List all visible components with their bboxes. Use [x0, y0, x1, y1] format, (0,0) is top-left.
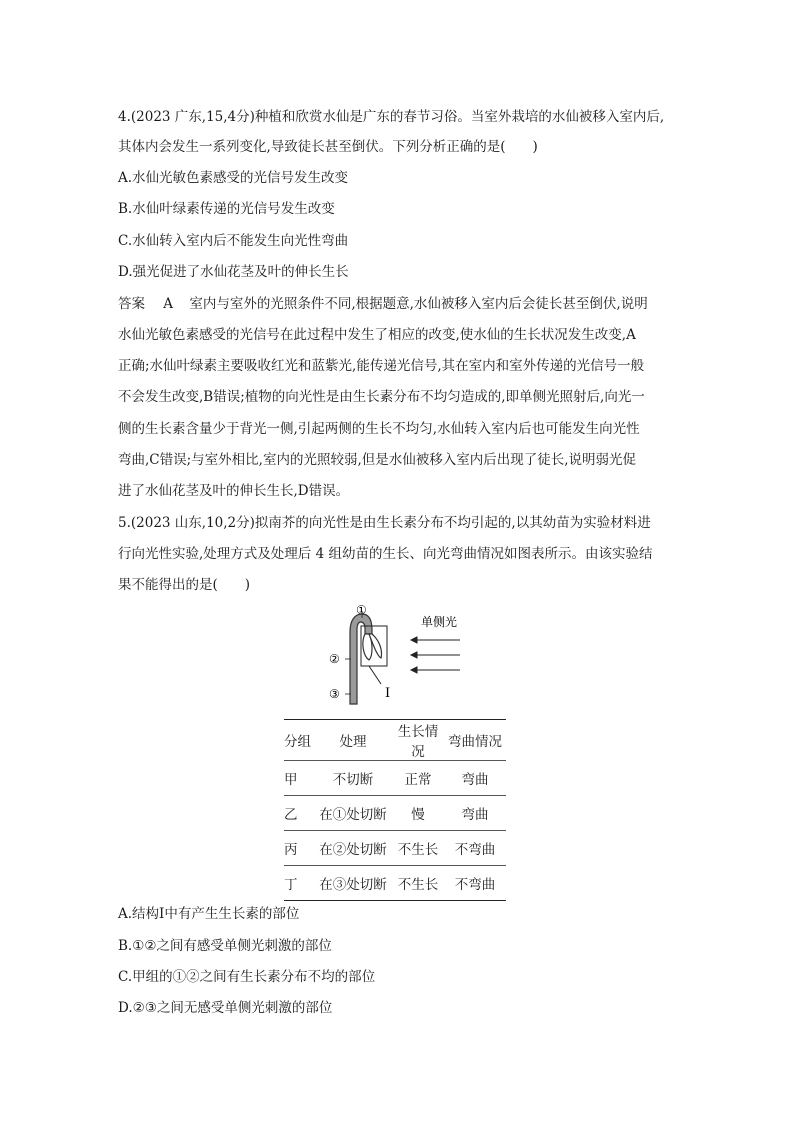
table-cell: 丙 [284, 831, 314, 866]
q4-stem-line: 4.(2023 广东,15,4分)种植和欣赏水仙是广东的春节习俗。当室外栽培的水仙被移入室内后, [118, 109, 665, 125]
answer-label: 答案 [118, 296, 145, 312]
q4-option-d: D.强光促进了水仙花茎及叶的伸长生长 [118, 264, 349, 280]
explanation-line: 进了水仙花茎及叶的伸长生长,D错误。 [118, 483, 350, 499]
table-cell: 不生长 [392, 866, 444, 901]
table-header: 处理 [314, 720, 392, 761]
table-row [284, 796, 506, 831]
q5-option-b: B.①②之间有感受单侧光刺激的部位 [118, 938, 332, 954]
explanation-line: 侧的生长素含量少于背光一侧,引起两侧的生长不均匀,水仙转入室内后也可能发生向光性 [118, 421, 640, 437]
results-table [284, 719, 506, 901]
table-cell: 不切断 [314, 761, 392, 796]
table-cell: 弯曲 [444, 761, 506, 796]
table-cell: 在①处切断 [314, 796, 392, 831]
explanation-line: 弯曲,C错误;与室外相比,室内的光照较弱,但是水仙被移入室内后出现了徒长,说明弱光促 [118, 452, 637, 468]
q4-option-b: B.水仙叶绿素传递的光信号发生改变 [118, 201, 335, 217]
table-cell: 在②处切断 [314, 831, 392, 866]
q5-stem-line: 5.(2023 山东,10,2分)拟南芥的向光性是由生长素分布不均引起的,以其幼苗为实验材料进 [118, 515, 651, 531]
table-cell: 丁 [284, 866, 314, 901]
q4-stem-line: 其体内会发生一系列变化,导致徒长甚至倒伏。下列分析正确的是( ) [118, 139, 538, 155]
q5-option-d: D.②③之间无感受单侧光刺激的部位 [118, 1000, 333, 1016]
table-cell: 不生长 [392, 831, 444, 866]
mark-3: ③ [329, 687, 340, 701]
table-cell: 不弯曲 [444, 866, 506, 901]
mark-1: ① [356, 604, 367, 617]
explanation-line: 不会发生改变,B错误;植物的向光性是由生长素分布不均匀造成的,即单侧光照射后,向光一 [118, 389, 645, 405]
table-row [284, 831, 506, 866]
table-cell: 在③处切断 [314, 866, 392, 901]
q4-answer-line [118, 292, 648, 312]
table-row [284, 866, 506, 901]
q5-option-a: A.结构Ⅰ中有产生生长素的部位 [118, 906, 300, 922]
table-cell: 正常 [392, 761, 444, 796]
table-header: 生长情况 [392, 720, 444, 761]
explanation-line: 水仙光敏色素感受的光信号在此过程中发生了相应的改变,使水仙的生长状况发生改变,A [118, 327, 636, 343]
structure-i-label: I [385, 686, 391, 701]
light-arrows [411, 637, 460, 673]
table-header-row [284, 720, 506, 761]
structure-i-pointer [369, 666, 381, 684]
table-header: 分组 [284, 720, 314, 761]
explanation-line: 室内与室外的光照条件不同,根据题意,水仙被移入室内后会徒长甚至倒伏,说明 [189, 296, 648, 312]
q4-option-a: A.水仙光敏色素感受的光信号发生改变 [118, 170, 349, 186]
light-label: 单侧光 [421, 615, 458, 629]
q4-option-c: C.水仙转入室内后不能发生向光性弯曲 [118, 233, 349, 249]
q5-stem-line: 果不能得出的是( ) [118, 577, 251, 593]
table-cell: 甲 [284, 761, 314, 796]
answer-key: A [163, 296, 174, 312]
mark-2: ② [329, 652, 340, 666]
table-cell: 乙 [284, 796, 314, 831]
q5-stem-line: 行向光性实验,处理方式及处理后 4 组幼苗的生长、向光弯曲情况如图表所示。由该实验结 [118, 546, 653, 562]
table-row [284, 761, 506, 796]
table-cell: 慢 [392, 796, 444, 831]
seedling-figure [325, 604, 475, 714]
explanation-line: 正确;水仙叶绿素主要吸收红光和蓝紫光,能传递光信号,其在室内和室外传递的光信号一般 [118, 358, 645, 374]
table-header: 弯曲情况 [444, 720, 506, 761]
table-cell: 弯曲 [444, 796, 506, 831]
q5-option-c: C.甲组的①②之间有生长素分布不均的部位 [118, 969, 376, 985]
table-cell: 不弯曲 [444, 831, 506, 866]
